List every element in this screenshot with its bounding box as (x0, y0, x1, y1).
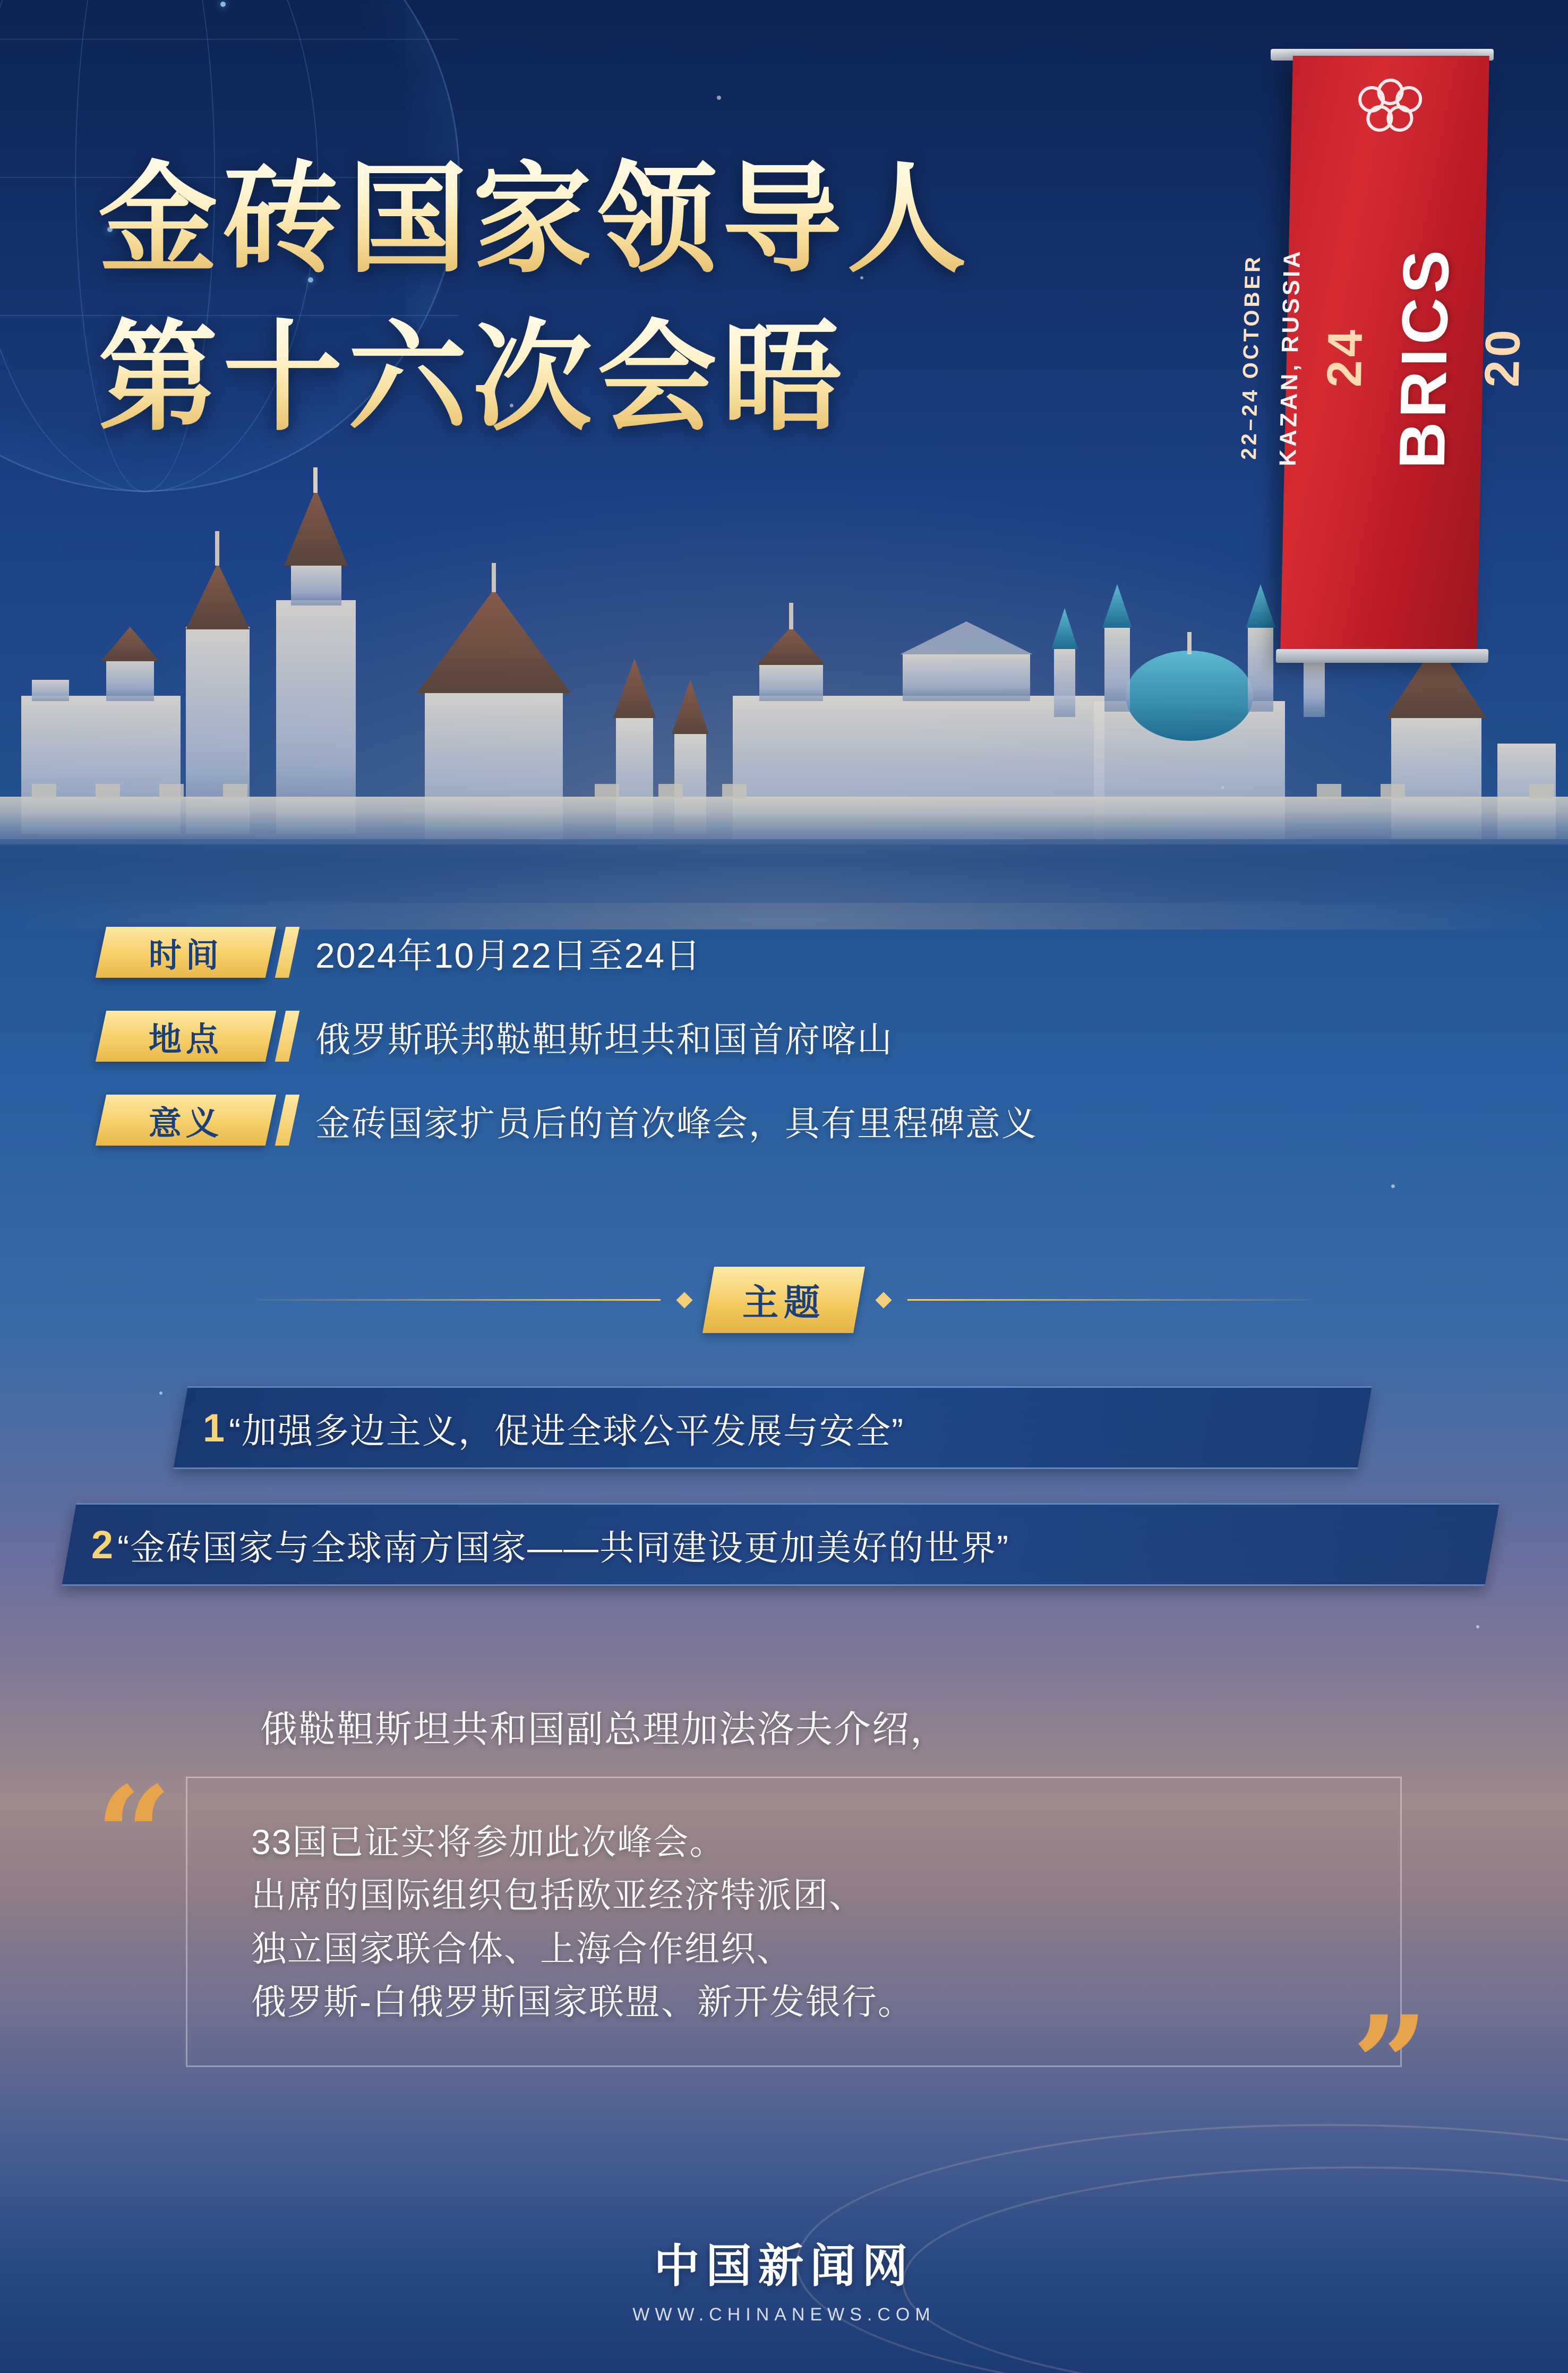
quote-section (96, 1700, 1476, 2143)
info-tag-significance (96, 1095, 276, 1146)
sparkle (1391, 1184, 1395, 1188)
theme-item-1-number: 1 (203, 1405, 225, 1450)
banner-city: KAZAN, RUSSIA (1274, 248, 1305, 466)
quote-lead-text: 俄鞑靼斯坦共和国副总理加法洛夫介绍， (260, 1709, 948, 1750)
info-tag-place (96, 1011, 276, 1062)
diamond-icon (875, 1292, 892, 1308)
skyline-ground-fade (0, 813, 1568, 919)
banner-dates: 22–24 OCTOBER (1237, 254, 1265, 460)
page-title (98, 143, 1373, 455)
quote-box (186, 1777, 1402, 2067)
diamond-icon (676, 1292, 693, 1308)
tag-slash-icon (275, 1095, 299, 1146)
brics-banner (1237, 56, 1530, 659)
tag-slash-icon (275, 1011, 299, 1062)
footer (0, 2229, 1568, 2325)
sparkle (1476, 1625, 1479, 1628)
quote-close-mark: ” (1352, 1986, 1428, 2143)
quote-line: 俄罗斯-白俄罗斯国家联盟、新开发银行。 (251, 1982, 914, 2021)
theme-label-box (702, 1267, 865, 1333)
theme-item-1-text: “加强多边主义，促进全球公平发展与安全” (229, 1411, 905, 1450)
site-logo-text: 中国新闻网 (654, 2241, 914, 2292)
info-row-place (101, 1011, 1481, 1062)
quote-line: 独立国家联合体、上海合作组织、 (251, 1928, 793, 1968)
banner-year-20: 20 (1475, 327, 1530, 388)
theme-label-text: 主题 (742, 1283, 826, 1323)
banner-bottom-bar (1276, 649, 1489, 663)
site-url: WWW.CHINANEWS.COM (632, 2304, 936, 2325)
tag-slash-icon (275, 927, 299, 978)
banner-brics-word: BRICS (1385, 245, 1462, 469)
quote-line: 33国已证实将参加此次峰会。 (251, 1822, 726, 1862)
theme-rule-left (257, 1299, 661, 1301)
info-list (101, 927, 1481, 1179)
info-row-significance (101, 1095, 1481, 1146)
info-value-time: 2024年10月22日至24日 (315, 935, 702, 975)
info-value-place: 俄罗斯联邦鞑靼斯坦共和国首府喀山 (315, 1019, 893, 1059)
info-row-time (101, 927, 1481, 978)
title-line-2: 第十六次会晤 (98, 302, 1373, 455)
info-tag-place-label: 地点 (148, 1021, 223, 1058)
quote-line: 出席的国际组织包括欧亚经济特派团、 (251, 1875, 865, 1915)
theme-item-2-text: “金砖国家与全球南方国家——共同建设更加美好的世界” (117, 1527, 1010, 1567)
banner-year-24: 24 (1317, 327, 1373, 388)
theme-item-1 (173, 1386, 1372, 1469)
sparkle (159, 1392, 162, 1395)
info-value-significance: 金砖国家扩员后的首次峰会，具有里程碑意义 (315, 1103, 1038, 1143)
quote-open-mark: “ (96, 1757, 172, 1913)
title-line-1: 金砖国家领导人 (98, 143, 1373, 296)
info-tag-time (96, 927, 276, 978)
sparkle (717, 96, 721, 100)
theme-item-2 (62, 1503, 1500, 1586)
theme-rule-right (907, 1299, 1311, 1301)
info-tag-time-label: 时间 (148, 937, 223, 974)
info-tag-significance-label: 意义 (148, 1105, 223, 1142)
theme-heading (0, 1267, 1568, 1333)
theme-item-2-number: 2 (91, 1522, 114, 1567)
